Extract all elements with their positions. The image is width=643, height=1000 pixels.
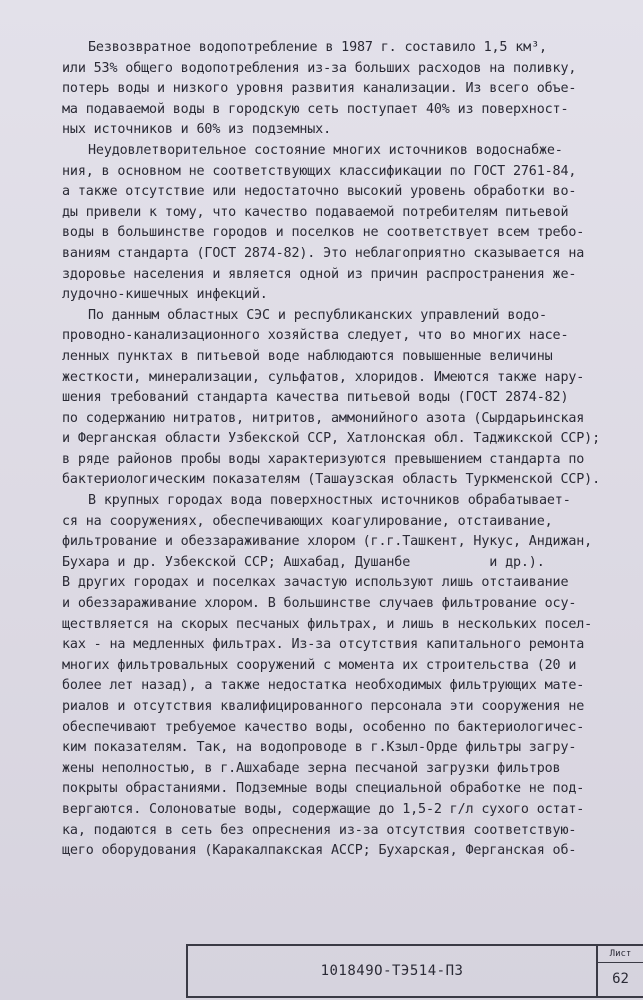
text-line: проводно-канализационного хозяйства следует, что во многих насе- [62,328,569,344]
text-line: и обеззараживание хлором. В большинстве случаев фильтрование осу- [62,596,577,612]
text-line: ким показателям. Так, на водопроводе в г.Кзыл-Орде фильтры загру- [62,740,577,756]
text-line: фильтрование и обеззараживание хлором (г.г.Ташкент, Нукус, Андижан, [62,534,593,550]
text-line: потерь воды и низкого уровня развития канализации. Из всего объе- [62,81,577,97]
text-line: шения требований стандарта качества питьевой воды (ГОСТ 2874-82) [62,390,569,406]
text-line: в ряде районов пробы воды характеризуются превышением стандарта по [62,451,585,467]
text-line: ках - на медленных фильтрах. Из-за отсутствия капитального ремонта [62,637,585,653]
text-line: ных источников и 60% из подземных. [62,122,332,138]
text-line: жесткости, минерализации, сульфатов, хлоридов. Имеются также нару- [62,369,585,385]
text-line: лудочно-кишечных инфекций. [62,287,268,303]
stamp-frame-top [186,944,643,946]
text-line: Неудовлетворительное состояние многих источников водоснабже- [88,142,563,158]
text-line: ды привели к тому, что качество подаваемой потребителям питьевой [62,204,569,220]
text-line: ваниям стандарта (ГОСТ 2874-82). Это неблагоприятно сказывается на [62,245,585,261]
text-line: ся на сооружениях, обеспечивающих коагулирование, отстаивание, [62,513,553,529]
text-line: вергаются. Солоноватые воды, содержащие до 1,5-2 г/л сухого остат- [62,801,585,817]
stamp-frame-bottom [186,996,643,998]
text-line: покрыты обрастаниями. Подземные воды специальной обработке не под- [62,781,585,797]
text-line: Бухара и др. Узбекской ССР; Ашхабад, Душанбе и др.). [62,554,545,570]
text-line: многих фильтровальных сооружений с момента их строительства (20 и [62,657,577,673]
text-line: ка, подаются в сеть без опреснения из-за отсутствия соответствую- [62,822,577,838]
text-line: риалов и отсутствия квалифицированного персонала эти сооружения не [62,699,585,714]
sheet-label: Лист [609,949,632,959]
text-line: По данным областных СЭС и республиканских управлений водо- [88,307,547,323]
text-line: ленных пунктах в питьевой воде наблюдаются повышенные величины [62,348,553,364]
text-line: В других городах и поселках зачастую используют лишь отстаивание [62,575,569,591]
text-line: более лет назад), а также недостатка необходимых фильтрующих мате- [62,678,585,694]
text-line: здоровье населения и является одной из причин распространения же- [62,266,577,282]
stamp-sheet-divider [596,962,643,963]
text-line: Безвозвратное водопотребление в 1987 г. составило 1,5 км³, [88,40,547,55]
text-line: по содержанию нитратов, нитритов, аммонийного азота (Сырдарьинская [62,410,585,426]
text-line: а также отсутствие или недостаточно высокий уровень обработки во- [62,184,577,200]
text-line: ма подаваемой воды в городскую сеть поступает 40% из поверхност- [62,101,569,117]
document-code: 101849О-ТЭ514-ПЗ [320,963,464,979]
text-line: жены неполностью, в г.Ашхабаде зерна песчаной загрузки фильтров [62,760,561,776]
text-line: В крупных городах вода поверхностных источников обрабатывает- [88,493,571,509]
text-line: ния, в основном не соответствующих классификации по ГОСТ 2761-84, [62,163,577,179]
text-line: воды в большинстве городов и поселков не соответствует всем требо- [62,225,585,241]
text-line: или 53% общего водопотребления из-за больших расходов на поливку, [62,60,577,76]
text-line: и Ферганская области Узбекской ССР, Хатлонская обл. Таджикской ССР); [62,431,601,447]
body-text [62,38,638,862]
text-line: щего оборудования (Каракалпакская АССР; Бухарская, Ферганская об- [62,843,577,859]
text-line: ществляется на скорых песчаных фильтрах, и лишь в нескольких посел- [62,616,593,632]
text-line: бактериологическим показателям (Ташаузская область Туркменской ССР). [62,472,601,488]
sheet-number: 62 [612,971,629,987]
text-line: обеспечивают требуемое качество воды, особенно по бактериологичес- [62,719,585,735]
